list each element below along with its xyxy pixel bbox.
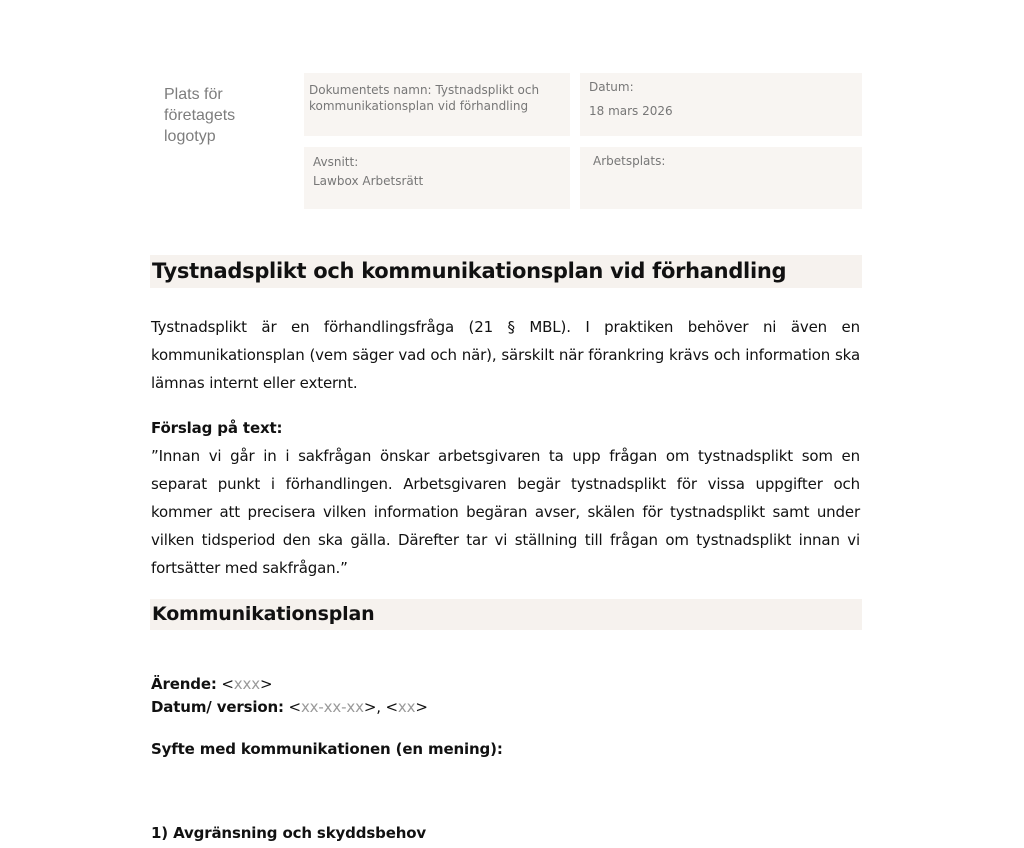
section1-heading: 1) Avgränsning och skyddsbehov <box>151 824 427 842</box>
document-name-value: Tystnadsplikt och kommunikationsplan vid förhandling <box>309 83 540 113</box>
version-placeholder: xx <box>397 698 416 716</box>
datum-separator: >, < <box>363 698 398 716</box>
section-label: Avsnitt: <box>313 155 359 169</box>
arende-placeholder: xxx <box>233 675 260 693</box>
arende-open-bracket: < <box>221 675 234 693</box>
section-value: Lawbox Arbetsrätt <box>313 174 424 188</box>
datum-version-field <box>151 696 428 719</box>
date-value: 18 mars 2026 <box>589 104 673 118</box>
version-close-bracket: > <box>415 698 428 716</box>
datum-version-label: Datum/ version: <box>151 698 284 716</box>
arende-field <box>151 673 272 696</box>
date-box <box>580 73 862 136</box>
date-label: Datum: <box>589 80 634 94</box>
proposal-text: ”Innan vi går in i sakfrågan önskar arbetsgivaren ta upp frågan om tystnadsplikt som en separat punkt i förhandlingen. Arbetsgivaren begär tystnadsplikt för vissa uppgifter och kommer att precisera vilken information begäran avser, skälen för tystnadsplikt samt under vilken tidsperiod den ska gälla. Därefter tar vi ställning till frågan om tystnadsplikt innan vi fortsätter med sakfrågan.” <box>151 447 860 577</box>
datum-open-bracket: < <box>288 698 301 716</box>
proposal-block <box>151 414 860 582</box>
page-title: Tystnadsplikt och kommunikationsplan vid förhandling <box>150 255 862 288</box>
purpose-heading: Syfte med kommunikationen (en mening): <box>151 740 503 758</box>
section-box <box>304 147 570 209</box>
logo-placeholder: Plats för företagets logotyp <box>164 86 236 145</box>
section-heading-communication-plan: Kommunikationsplan <box>150 599 862 630</box>
arende-label: Ärende: <box>151 675 217 693</box>
document-name-label: Dokumentets namn: <box>309 83 432 97</box>
arende-close-bracket: > <box>259 675 273 693</box>
document-name-box <box>304 73 570 136</box>
intro-paragraph: Tystnadsplikt är en förhandlingsfråga (21 § MBL). I praktiken behöver ni även en kommunikationsplan (vem säger vad och när), särskilt när förankring krävs och information ska lämnas internt eller externt. <box>151 318 860 392</box>
workplace-label: Arbetsplats: <box>593 154 666 168</box>
proposal-label: Förslag på text: <box>151 419 283 437</box>
workplace-box <box>580 147 862 209</box>
datum-placeholder: xx-xx-xx <box>300 698 364 716</box>
